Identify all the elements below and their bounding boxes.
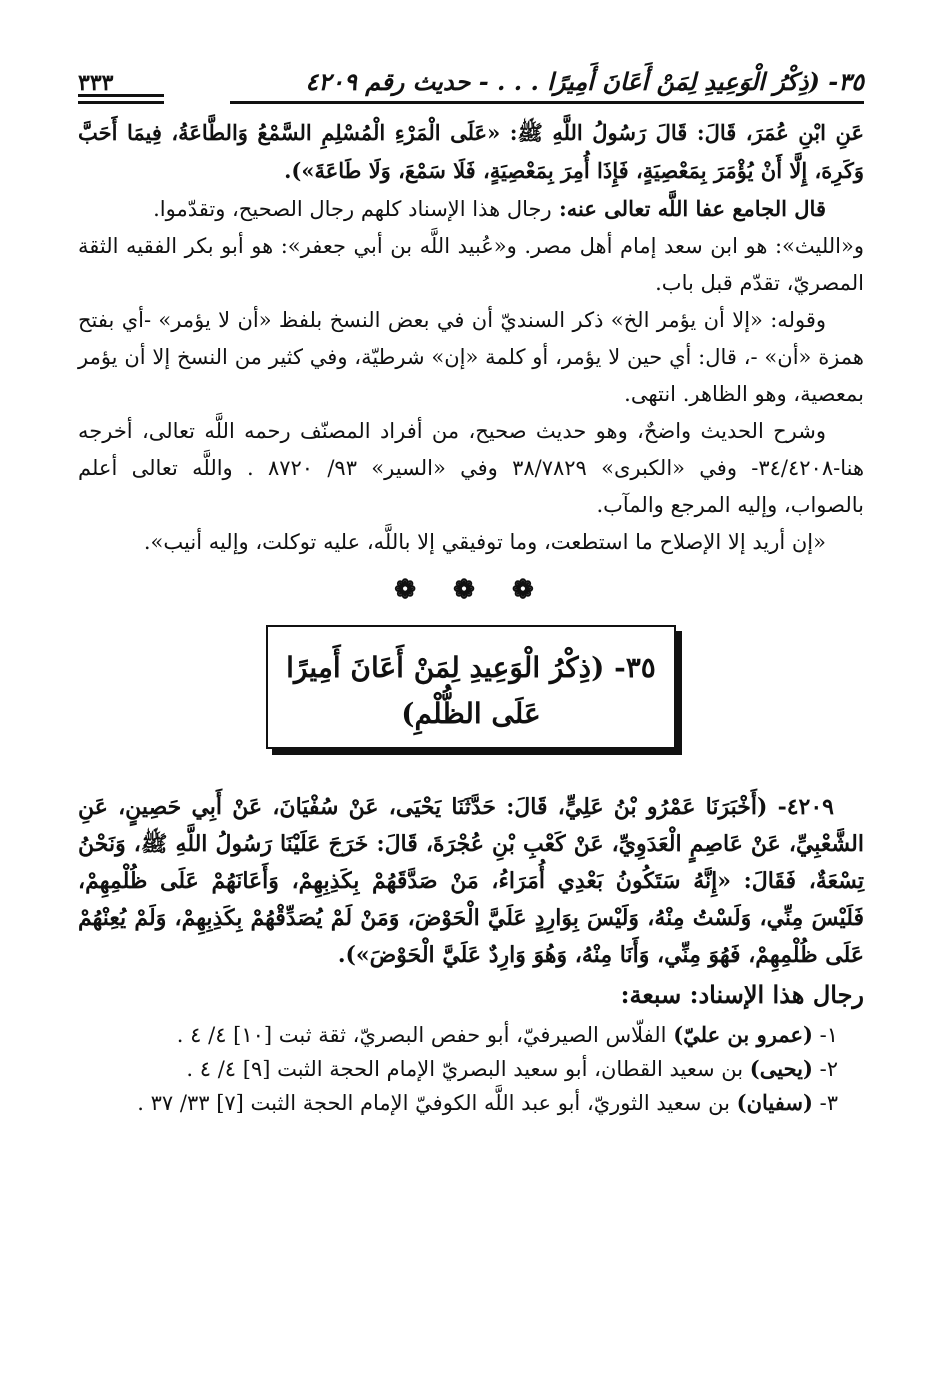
narrator-item: ٣- (سفيان) بن سعيد الثوريّ، أبو عبد اللَّه الكوفيّ الإمام الحجة الثبت [٧] ٣٣/ ٣٧ . [137, 1090, 838, 1115]
paragraph-dua: «إن أريد إلا الإصلاح ما استطعت، وما توفيقي إلا باللَّه، عليه توكلت، وإليه أنيب». [143, 530, 826, 554]
paragraph-compiler-note: قال الجامع عفا اللَّه تعالى عنه: رجال هذا الإسناد كلهم رجال الصحيح، وتقدّموا. [153, 196, 826, 221]
header-double-rule [78, 94, 164, 104]
paragraph-sindi: وقوله: «إلا أن يؤمر الخ» ذكر السنديّ أن في بعض النسخ بلفظ «أن لا يؤمر» -أي بفتح همزة «أن» -، قال: أي حين لا يؤمر، أو كلمة «إن» شرطيّة، وفي كثير من النسخ إلا أن يؤمر بمعصية، وهو الظاهر. انتهى. [78, 308, 864, 406]
narrators-list [78, 1018, 864, 1120]
chapter-title-box [266, 625, 676, 749]
narrator-item: ٢- (يحيى) بن سعيد القطان، أبو سعيد البصريّ الإمام الحجة الثبت [٩] ٤/ ٤ . [186, 1056, 838, 1081]
hadith-4209: ٤٢٠٩- (أَخْبَرَنَا عَمْرُو بْنُ عَلِيٍّ، قَالَ: حَدَّثَنَا يَحْيَى، عَنْ سُفْيَانَ، عَنْ أَبِي حَصِينٍ، عَنِ الشَّعْبِيِّ، عَنْ عَاصِمٍ الْعَدَوِيِّ، عَنْ كَعْبِ بْنِ عُجْرَةَ، قَالَ: خَرَجَ عَلَيْنَا رَسُولُ اللَّهِ ﷺ، وَنَحْنُ تِسْعَةٌ، فَقَالَ: «إِنَّهُ سَتَكُونُ بَعْدِي أُمَرَاءُ، مَنْ صَدَّقَهُمْ بِكَذِبِهِمْ، وَأَعَانَهُمْ عَلَى ظُلْمِهِمْ، فَلَيْسَ مِنِّي، وَلَسْتُ مِنْهُ، وَلَيْسَ بِوَارِدٍ عَلَيَّ الْحَوْضَ، وَمَنْ لَمْ يُصَدِّقْهُمْ بِكَذِبِهِمْ، وَلَمْ يُعِنْهُمْ عَلَى ظُلْمِهِمْ، فَهُوَ مِنِّي، وَأَنَا مِنْهُ، وَهُوَ وَارِدٌ عَلَيَّ الْحَوْضَ»). [78, 794, 864, 968]
page-header [78, 52, 864, 98]
running-title: ٣٥- (ذِكْرُ الْوَعِيدِ لِمَنْ أَعَانَ أَمِيرًا . . . - حديث رقم ٤٢٠٩ [305, 67, 864, 96]
section-separator: ❁ ❁ ❁ [394, 575, 548, 605]
paragraph-layth: و«الليث»: هو ابن سعد إمام أهل مصر. و«عُبيد اللَّه بن أبي جعفر»: هو أبو بكر الفقيه الثقة المصريّ، تقدّم قبل باب. [78, 234, 864, 295]
chapter-title-line-2: عَلَى الظُّلْمِ) [401, 697, 541, 730]
commentary-text [78, 114, 864, 561]
paragraph-hadith-end: عَنِ ابْنِ عُمَرَ، قَالَ: قَالَ رَسُولُ اللَّهِ ﷺ: «عَلَى الْمَرْءِ الْمُسْلِمِ السَّمْعُ وَالطَّاعَةُ، فِيمَا أَحَبَّ وَكَرِهَ، إِلَّا أَنْ يُؤْمَرَ بِمَعْصِيَةٍ، فَإِذَا أُمِرَ بِمَعْصِيَةٍ، فَلَا سَمْعَ، وَلَا طَاعَةَ»). [78, 120, 864, 183]
header-rule [230, 101, 864, 104]
narrator-item: ١- (عمرو بن عليّ) الفلّاس الصيرفيّ، أبو حفص البصريّ، ثقة ثبت [١٠] ٤/ ٤ . [176, 1022, 838, 1047]
page-number: ٣٣٣ [78, 70, 114, 96]
paragraph-takhrij: وشرح الحديث واضحٌ، وهو حديث صحيح، من أفراد المصنّف رحمه اللَّه تعالى، أخرجه هنا-٣٤/٤٢٠٨- وفي «الكبرى» ٣٨/٧٨٢٩ وفي «السير» ٩٣/ ٨٧٢٠ . واللَّه تعالى أعلم بالصواب، وإليه المرجع والمآب. [78, 419, 865, 517]
narrators-heading: رجال هذا الإسناد: سبعة: [620, 980, 864, 1009]
chapter-title-line-1: ٣٥- (ذِكْرُ الْوَعِيدِ لِمَنْ أَعَانَ أَمِيرًا [286, 651, 656, 684]
hadith-text [78, 789, 864, 974]
